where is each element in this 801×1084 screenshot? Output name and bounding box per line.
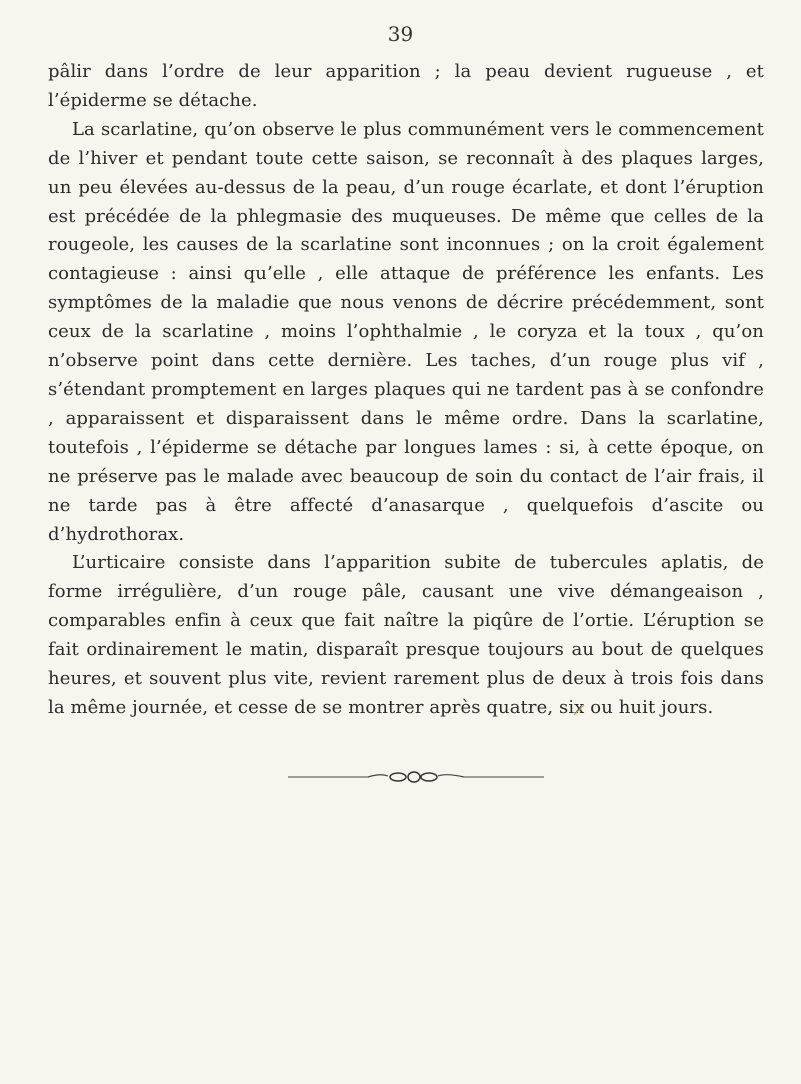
ornament-divider-icon <box>288 770 544 784</box>
paragraph-3: L’urticaire consiste dans l’apparition subite de tubercules aplatis, de forme irrégulière, d’un rouge pâle, causant une vive démangeaison , comparables enfin à ceux que fait naître la piqûre de l’ortie. L’éruption se fait ordinairement le matin, disparaît presque toujours au bout de quelques heures, et souvent plus vite, revient rarement plus de deux à trois fois dans la même journée, et cesse de se montrer après quatre, six ou huit jours. <box>48 552 764 718</box>
pencil-mark-icon <box>572 703 586 717</box>
paragraph-2: La scarlatine, qu’on observe le plus communément vers le commencement de l’hiver et pendant toute cette saison, se reconnaît à des plaques larges, un peu élevées au-dessus de la peau, d’un rouge écarlate, et dont l’éruption est précédée de la phlegmasie des muqueuses. De même que celles de la rougeole, les causes de la scarlatine sont inconnues ; on la croit également contagieuse : ainsi qu’elle , elle attaque de préférence les enfants. Les symptômes de la maladie que nous venons de décrire précédemment, sont ceux de la scarlatine , moins l’ophthalmie , le coryza et la toux , qu’on n’observe point dans cette dernière. Les taches, d’un rouge plus vif , s’étendant promptement en larges plaques qui ne tardent pas à se confondre , apparaissent et disparaissent dans le même ordre. Dans la scarlatine, toutefois , l’épiderme se détache par longues lames : si, à cette époque, on ne préserve pas le malade avec beaucoup de soin du contact de l’air frais, il ne tarde pas à être affecté d’anasarque , quelquefois d’ascite ou d’hydrothorax. <box>48 118 764 545</box>
paragraph-1: pâlir dans l’ordre de leur apparition ; la peau devient rugueuse , et l’épiderme se détache. <box>48 61 764 111</box>
page-number: 39 <box>387 22 414 46</box>
body-text <box>48 58 764 723</box>
